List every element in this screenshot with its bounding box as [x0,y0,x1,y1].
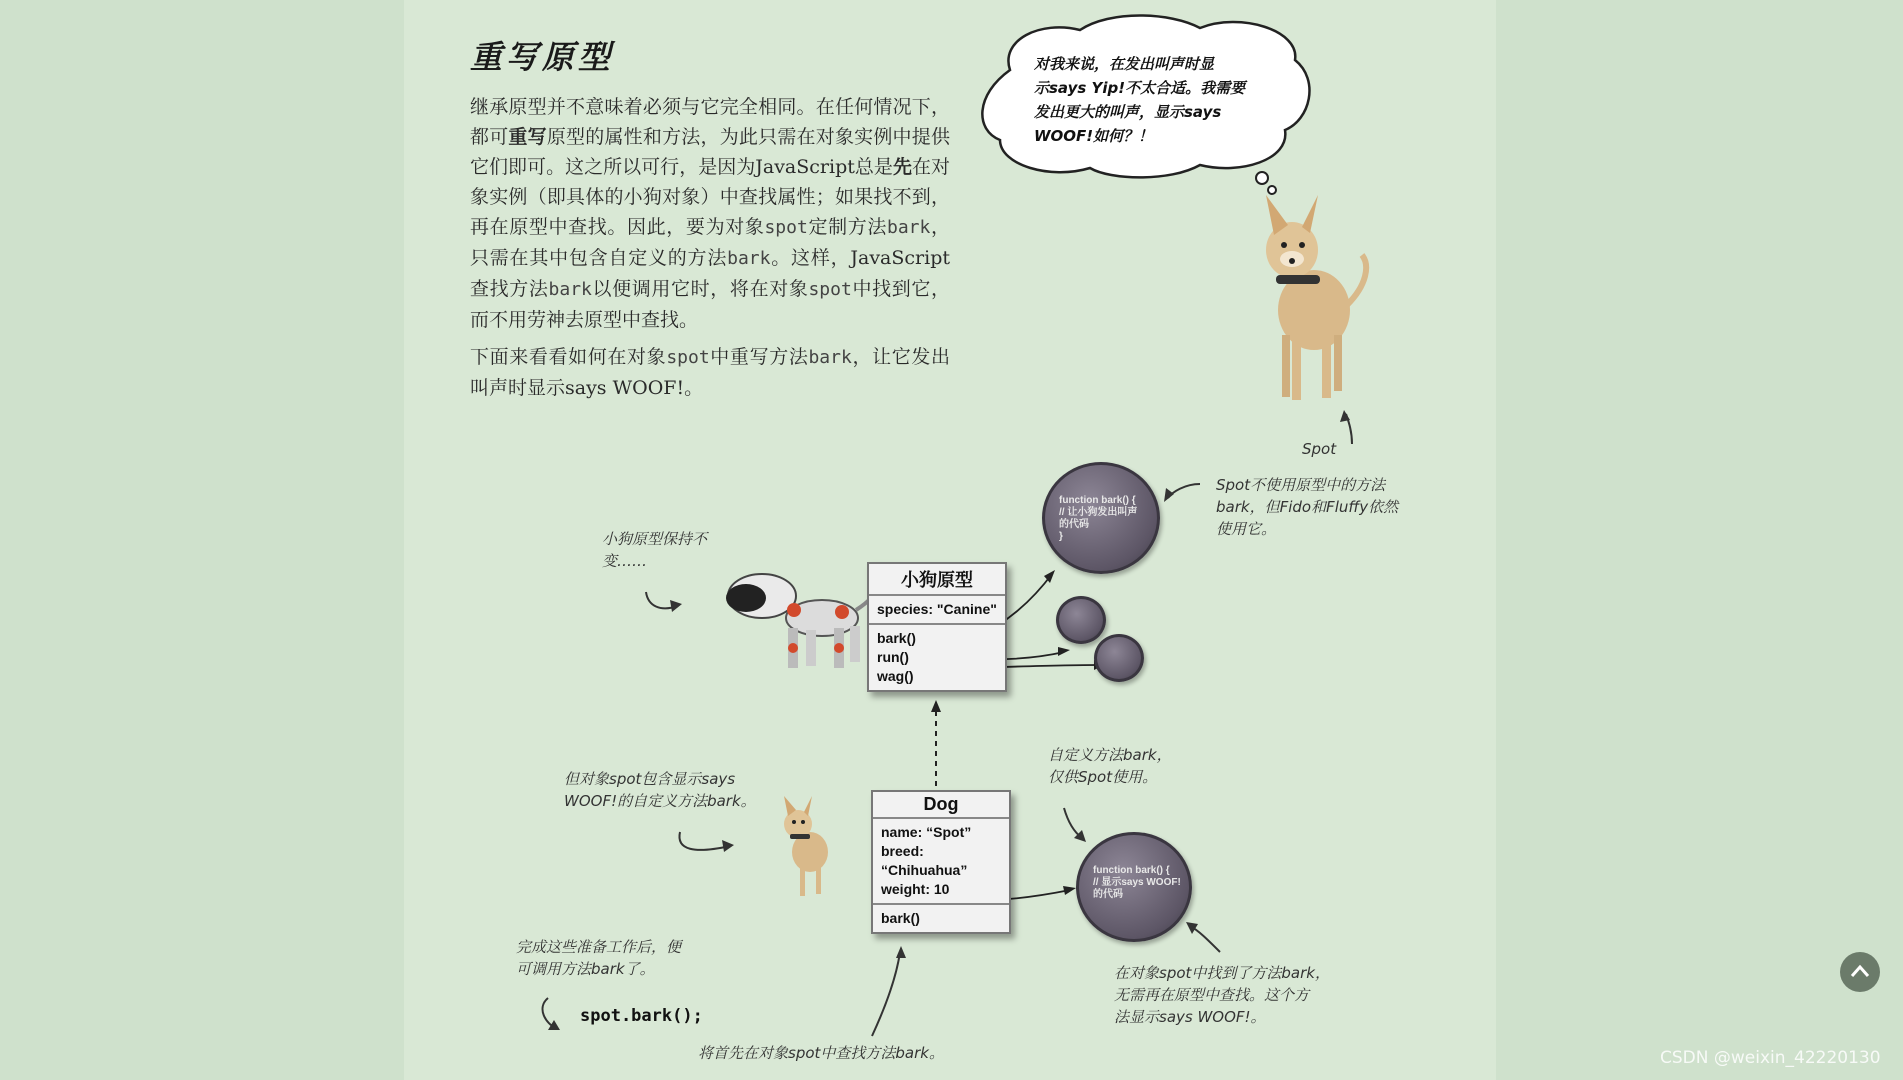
code-text: spot [808,279,852,300]
text: ，只需在其中包含自定义的方法 [470,216,950,269]
text: ，让它发出叫声时显示says WOOF!。 [470,346,950,399]
dog-object-box [871,790,1011,934]
code-text: spot [764,217,808,238]
arrowhead [670,600,682,612]
text: 在对象实例（即具体的小狗对象）中查找属性；如果找不到，再在原型中查找。因此，要为对象 [470,156,950,238]
dog-box-title: Dog [873,792,1009,819]
method-run: run() [877,649,909,665]
code-line: // 让小狗发出叫声 [1059,507,1138,518]
text: 继承原型并不意味着必须与它完全相同。在任何情况下，都可 [470,96,950,148]
scroll-to-top-button[interactable] [1840,952,1880,992]
bubble-line: 发出更大的叫声，显示says [1034,103,1222,121]
robot-dog-image [726,574,882,668]
spot-bark-function-circle [1076,832,1192,942]
property-species: species: "Canine" [877,601,997,617]
text: 以便调用它时，将在对象 [591,278,809,300]
method-bark: bark() [881,910,920,926]
code-line: } [1059,531,1063,542]
label-line: 仅供Spot使用。 [1048,768,1158,786]
thought-dot [1256,172,1268,184]
prototype-box-title: 小狗原型 [869,564,1005,596]
property-breed: breed: “Chihuahua” [881,843,968,878]
text: 原型的属性和方法，为此只需在对象实例中提供它们即可。这之所以可行，是因为JavaScript总是 [470,126,950,178]
label-line: 小狗原型保持不 [602,530,708,548]
label-line: 法显示says WOOF!。 [1114,1008,1266,1026]
text: 中重写方法 [709,346,809,368]
dog-properties [873,819,1009,905]
hand-arrow [872,952,900,1036]
label-line: 使用它。 [1216,520,1277,538]
code-text: bark [886,217,931,238]
chevron-up-icon [1840,952,1880,992]
chihuahua-small-image [784,796,828,896]
text: 中找到它，而不用劳神去原型中查找。 [470,278,950,331]
text: 。这样，JavaScript查找方法 [470,247,950,300]
dog-methods [873,905,1009,932]
bubble-line: 示says Yip!不太合适。我需要 [1034,79,1246,97]
arrowhead [1186,922,1198,934]
label-proto-unchanged [602,528,707,572]
arrowhead [1164,488,1174,502]
label-spot-not-use [1216,474,1398,540]
label-line: 完成这些准备工作后，便 [516,938,682,956]
text: 下面来看看如何在对象 [470,346,667,368]
function-code [1093,865,1192,901]
text: 定制方法 [807,216,887,238]
prototype-properties [869,596,1005,625]
watermark: CSDN @weixin_42220130 [1660,1048,1881,1068]
label-after-prep [516,936,681,980]
arrowhead [896,946,906,958]
arrowhead [1058,647,1070,656]
bold-text: 重写 [508,126,547,148]
arrowhead [722,840,734,852]
label-line: 无需再在原型中查找。这个方 [1114,986,1310,1004]
label-line: WOOF!的自定义方法bark。 [564,792,756,810]
code-line: function bark() { [1093,865,1170,876]
code-line: 的代码 [1059,519,1089,530]
thought-dot [1268,186,1276,194]
label-spot-has-bark [564,768,756,812]
code-text: bark [808,347,852,368]
arrowhead [1340,410,1350,422]
label-line: Spot不使用原型中的方法 [1216,476,1386,494]
page-title: 重写原型 [470,38,615,76]
property-weight: weight: 10 [881,881,950,897]
run-function-circle [1056,596,1106,644]
property-name: name: “Spot” [881,824,972,840]
method-wag: wag() [877,668,914,684]
function-code [1059,495,1159,543]
label-line: 但对象spot包含显示says [564,770,736,788]
label-first-look: 将首先在对象spot中查找方法bark。 [698,1044,944,1062]
code-line: 的代码 [1093,889,1123,900]
code-text: bark [548,279,592,300]
bubble-line: WOOF!如何？！ [1034,127,1154,145]
code-text: bark [727,248,771,269]
label-found-bark [1114,962,1330,1028]
label-line: 可调用方法bark了。 [516,960,655,978]
method-bark: bark() [877,630,916,646]
label-custom-bark [1048,744,1172,788]
label-line: bark，但Fido和Fluffy依然 [1216,498,1399,516]
label-line: 变…… [602,552,648,570]
proto-bark-function-circle [1042,462,1160,574]
prototype-methods [869,625,1005,690]
wag-function-circle [1094,634,1144,682]
dog-prototype-box [867,562,1007,692]
code-text: spot [666,347,710,368]
bold-text: 先 [892,156,912,178]
code-line: // 显示says WOOF! [1093,877,1181,888]
code-snippet: spot.bark(); [580,1006,703,1026]
chihuahua-image [1266,195,1366,400]
code-line: function bark() { [1059,495,1136,506]
hand-arrow [1168,484,1200,498]
label-spot: Spot [1302,440,1337,458]
bubble-line: 对我来说，在发出叫声时显 [1034,55,1215,73]
arrowhead [931,700,941,712]
thought-bubble-text [1034,52,1266,148]
label-line: 自定义方法bark， [1048,746,1172,764]
label-line: 在对象spot中找到了方法bark， [1114,964,1330,982]
hand-arrow [1190,926,1220,952]
arrowhead [1063,886,1076,895]
